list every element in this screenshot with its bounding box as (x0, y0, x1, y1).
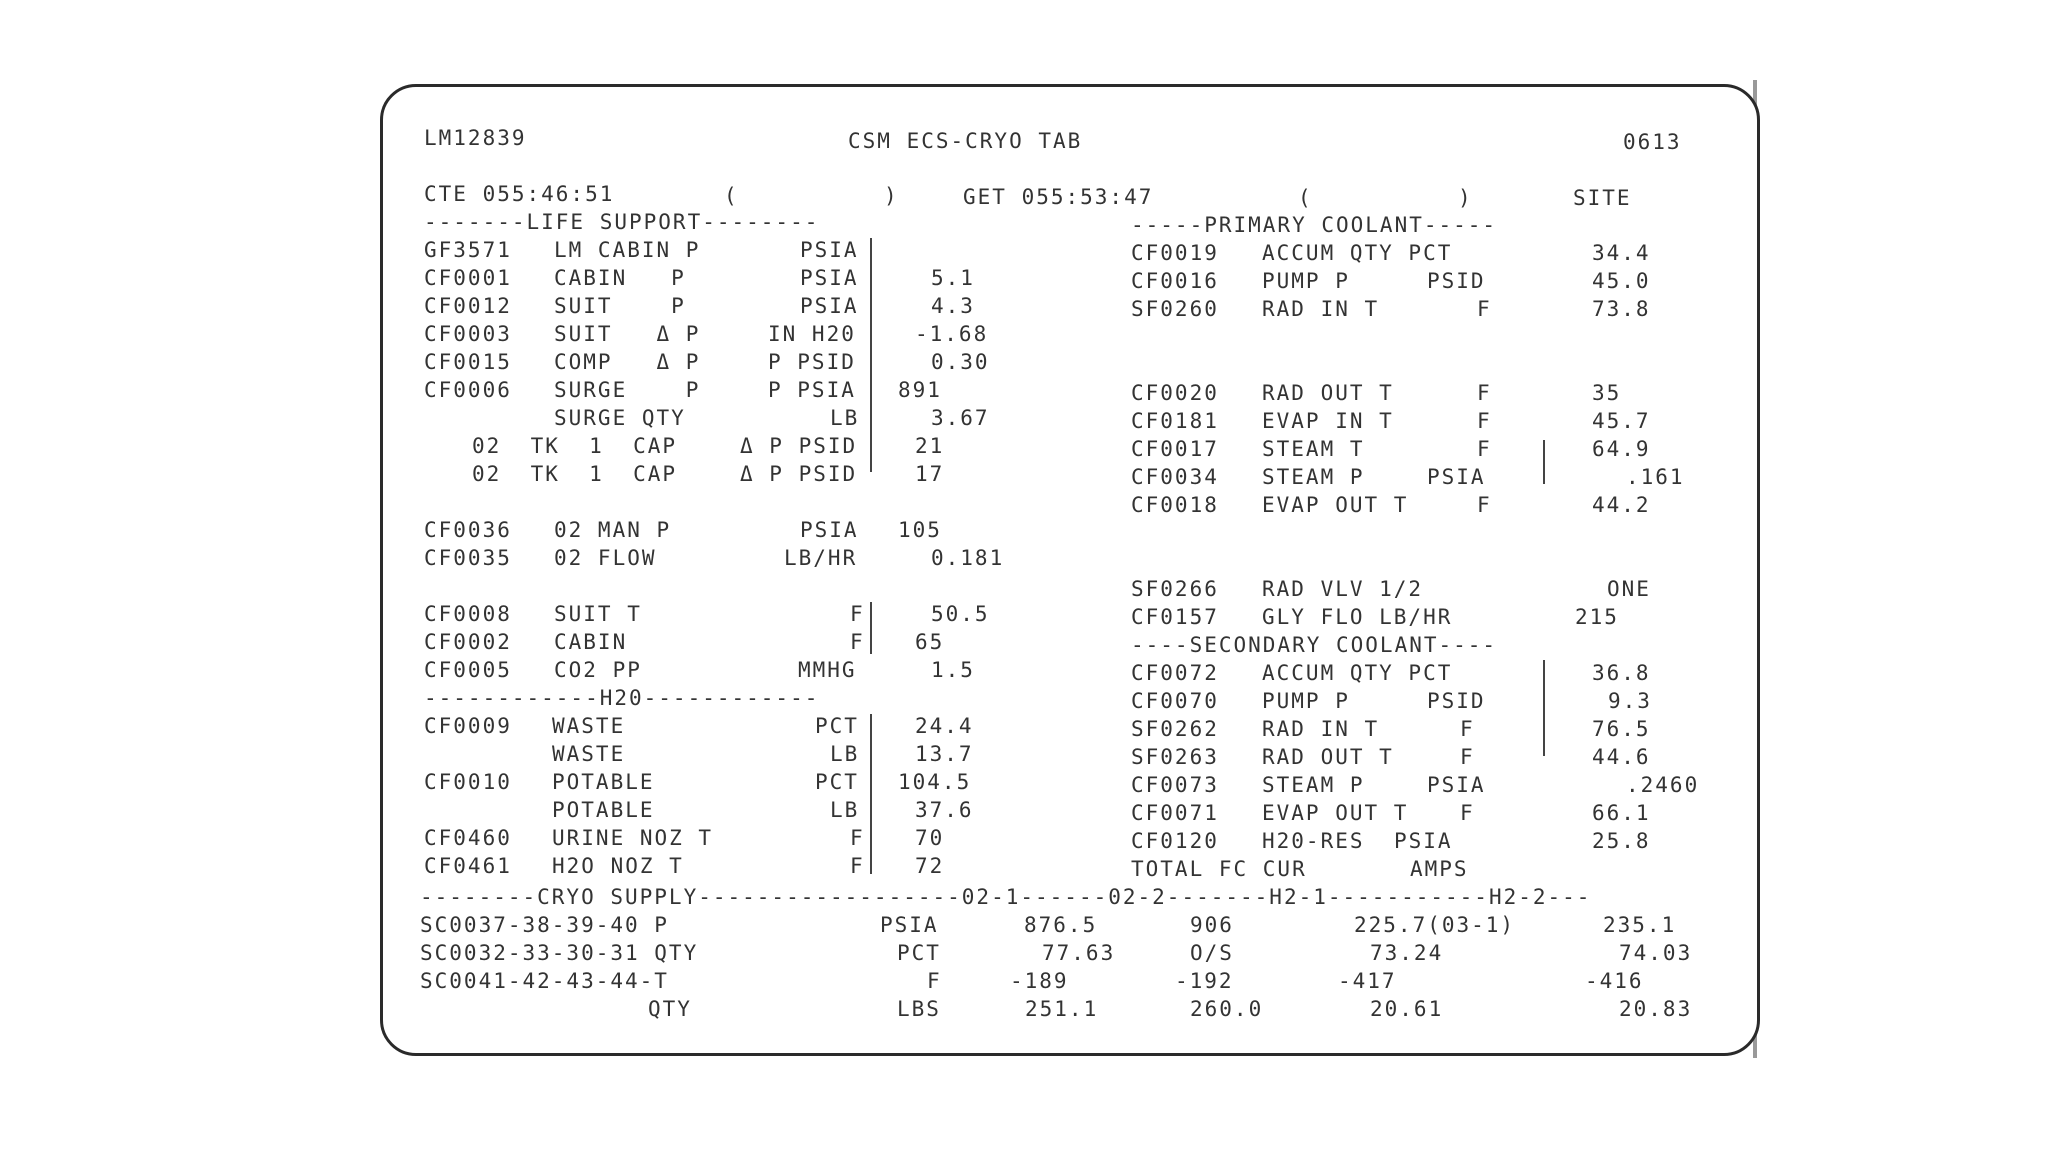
temp-row-unit: F (850, 602, 865, 626)
sc-row-name: ACCUM QTY PCT (1262, 661, 1453, 685)
h2o-row-value: 37.6 (915, 798, 974, 822)
cryo-row-o2-1: -189 (1010, 969, 1069, 993)
sc-row-name: RAD IN T (1262, 717, 1380, 741)
pc-row-id: CF0018 (1131, 493, 1219, 517)
sc-row-value: 76.5 (1592, 717, 1651, 741)
pc-row-id: CF0019 (1131, 241, 1219, 265)
cryo-row-label: QTY (648, 997, 692, 1021)
pc-row-unit: F (1477, 493, 1492, 517)
cryo-row-o2-2: 906 (1190, 913, 1234, 937)
get-time: GET 055:53:47 (963, 185, 1154, 209)
pc-row-id: SF0260 (1131, 297, 1219, 321)
sc-row-name: STEAM P (1262, 773, 1365, 797)
pc-row-unit: PSIA (1427, 465, 1486, 489)
o2-row-name: 02 MAN P (554, 518, 672, 542)
h2o-row-name: URINE NOZ T (552, 826, 714, 850)
pc-row-value: ONE (1607, 577, 1651, 601)
ls-row-unit: P PSIA (768, 378, 856, 402)
temp-row-name: CO2 PP (554, 658, 642, 682)
pc-row-unit: F (1477, 381, 1492, 405)
temp-row-name: SUIT T (554, 602, 642, 626)
pc-row-name: STEAM P (1262, 465, 1365, 489)
o2-row-name: 02 FLOW (554, 546, 657, 570)
ls-row-unit: P PSID (768, 350, 856, 374)
sc-row-unit: F (1460, 801, 1475, 825)
h2o-row-unit: F (850, 826, 865, 850)
secondary-coolant-divider: ----SECONDARY COOLANT---- (1131, 633, 1498, 657)
ls-row-unit: LB (830, 406, 860, 430)
cryo-row-h2-1: 225.7(03-1) (1354, 913, 1516, 937)
pc-row-name: STEAM T (1262, 437, 1365, 461)
pc-row-unit: F (1477, 297, 1492, 321)
tank-row-unit: Δ P PSID (740, 434, 858, 458)
sc-row-id: SF0262 (1131, 717, 1219, 741)
h2o-row-value: 72 (915, 854, 945, 878)
pc-row-unit: PSID (1427, 269, 1486, 293)
cryo-row-unit: PCT (897, 941, 941, 965)
ls-row-name: SURGE QTY (554, 406, 686, 430)
o2-row-id: CF0035 (424, 546, 512, 570)
ls-row-unit: PSIA (800, 238, 859, 262)
ls-row-value: 0.30 (931, 350, 990, 374)
sc-row-value: 36.8 (1592, 661, 1651, 685)
page-title: CSM ECS-CRYO TAB (848, 129, 1083, 153)
ls-row-unit: IN H20 (768, 322, 856, 346)
ls-row-value: 4.3 (931, 294, 975, 318)
h2o-row-unit: F (850, 854, 865, 878)
o2-row-unit: LB/HR (784, 546, 858, 570)
ls-row-value: 3.67 (931, 406, 990, 430)
cryo-row-o2-1: 251.1 (1025, 997, 1099, 1021)
cryo-row-label: SC0037-38-39-40 P (420, 913, 669, 937)
page-code: 0613 (1623, 130, 1682, 154)
sc-row-id: CF0070 (1131, 689, 1219, 713)
h2o-column-rule (870, 714, 872, 874)
sc-row-name: TOTAL FC CUR (1131, 857, 1307, 881)
pc-row-name: EVAP IN T (1262, 409, 1394, 433)
pc-row-id: CF0157 (1131, 605, 1219, 629)
ls-row-name: COMP Δ P (554, 350, 701, 374)
h2o-row-id: CF0460 (424, 826, 512, 850)
cryo-divider: --------CRYO SUPPLY------------------02-1------02-2-------H2-1-----------H2-2--- (420, 885, 1592, 909)
ls-column-rule (870, 238, 872, 472)
sc-row-value: 66.1 (1592, 801, 1651, 825)
cte-paren-close: ) (884, 184, 899, 208)
sc-row-unit: PSIA (1427, 773, 1486, 797)
h2o-row-name: WASTE (552, 714, 626, 738)
sc-column-rule (1543, 660, 1545, 756)
cryo-row-label: SC0041-42-43-44-T (420, 969, 669, 993)
pc-row-name: ACCUM QTY PCT (1262, 241, 1453, 265)
tank-row-unit: Δ P PSID (740, 462, 858, 486)
tank-row-value: 17 (915, 462, 945, 486)
pc-row-value: 44.2 (1592, 493, 1651, 517)
pc-row-name: EVAP OUT T (1262, 493, 1409, 517)
pc-row-id: SF0266 (1131, 577, 1219, 601)
ls-row-value: 5.1 (931, 266, 975, 290)
o2-row-id: CF0036 (424, 518, 512, 542)
pc-row-id: CF0020 (1131, 381, 1219, 405)
sc-row-unit: F (1460, 745, 1475, 769)
pc-row-value: 215 (1575, 605, 1619, 629)
pc-row-id: CF0034 (1131, 465, 1219, 489)
sc-row-unit: PSIA (1394, 829, 1453, 853)
primary-coolant-divider: -----PRIMARY COOLANT----- (1131, 213, 1498, 237)
h2o-divider: ------------H20------------ (424, 686, 820, 710)
pc-row-name: GLY FLO LB/HR (1262, 605, 1453, 629)
h2o-row-unit: LB (830, 742, 860, 766)
sc-row-name: H20-RES (1262, 829, 1365, 853)
tank-row-label: 02 TK 1 CAP (472, 434, 678, 458)
cryo-row-unit: PSIA (880, 913, 939, 937)
pc-row-unit: F (1477, 409, 1492, 433)
h2o-row-unit: PCT (815, 714, 859, 738)
cryo-row-unit: LBS (897, 997, 941, 1021)
cryo-row-unit: F (927, 969, 942, 993)
ls-row-id: CF0001 (424, 266, 512, 290)
pc-row-value: .161 (1626, 465, 1685, 489)
ls-row-name: SUIT P (554, 294, 686, 318)
ls-row-value: -1.68 (915, 322, 989, 346)
cryo-row-o2-2: O/S (1190, 941, 1234, 965)
cryo-row-h2-2: 235.1 (1603, 913, 1677, 937)
h2o-row-name: WASTE (552, 742, 626, 766)
sc-row-id: CF0073 (1131, 773, 1219, 797)
temp-row-value: 65 (915, 630, 945, 654)
ls-row-id: CF0006 (424, 378, 512, 402)
site-label: SITE (1573, 186, 1632, 210)
ls-row-id: CF0003 (424, 322, 512, 346)
h2o-row-value: 24.4 (915, 714, 974, 738)
sc-row-name: PUMP P (1262, 689, 1350, 713)
pc-row-value: 34.4 (1592, 241, 1651, 265)
h2o-row-unit: LB (830, 798, 860, 822)
sc-row-id: CF0072 (1131, 661, 1219, 685)
pc-row-name: PUMP P (1262, 269, 1350, 293)
pc-row-name: RAD VLV 1/2 (1262, 577, 1424, 601)
sc-row-id: CF0120 (1131, 829, 1219, 853)
h2o-row-name: H2O NOZ T (552, 854, 684, 878)
ls-row-unit: PSIA (800, 266, 859, 290)
temp-row-unit: F (850, 630, 865, 654)
cte-time: CTE 055:46:51 (424, 182, 615, 206)
temp-row-id: CF0008 (424, 602, 512, 626)
pc-row-unit: F (1477, 437, 1492, 461)
cryo-row-o2-2: -192 (1175, 969, 1234, 993)
h2o-row-id: CF0010 (424, 770, 512, 794)
temp-row-unit: MMHG (798, 658, 857, 682)
sc-row-name: RAD OUT T (1262, 745, 1394, 769)
h2o-row-unit: PCT (815, 770, 859, 794)
temp-row-value: 50.5 (931, 602, 990, 626)
cryo-row-o2-1: 876.5 (1024, 913, 1098, 937)
pc-row-id: CF0016 (1131, 269, 1219, 293)
sc-row-unit: AMPS (1410, 857, 1469, 881)
sc-row-unit: F (1460, 717, 1475, 741)
cryo-row-o2-1: 77.63 (1042, 941, 1116, 965)
cryo-row-h2-1: 20.61 (1370, 997, 1444, 1021)
cte-paren-open: ( (724, 184, 739, 208)
h2o-row-id: CF0461 (424, 854, 512, 878)
sc-row-unit: PSID (1427, 689, 1486, 713)
pc-row-name: RAD IN T (1262, 297, 1380, 321)
h2o-row-id: CF0009 (424, 714, 512, 738)
pc-row-value: 45.0 (1592, 269, 1651, 293)
temp-column-rule (870, 602, 872, 654)
o2-row-unit: PSIA (800, 518, 859, 542)
cryo-row-h2-1: -417 (1338, 969, 1397, 993)
h2o-row-value: 104.5 (898, 770, 972, 794)
ls-row-name: SURGE P (554, 378, 701, 402)
tank-row-label: 02 TK 1 CAP (472, 462, 678, 486)
temp-row-id: CF0005 (424, 658, 512, 682)
cryo-row-h2-2: 20.83 (1619, 997, 1693, 1021)
life-support-divider: -------LIFE SUPPORT-------- (424, 210, 820, 234)
sc-row-id: SF0263 (1131, 745, 1219, 769)
o2-row-value: 105 (898, 518, 942, 542)
doc-id: LM12839 (424, 126, 527, 150)
pc-row-value: 45.7 (1592, 409, 1651, 433)
ls-row-id: CF0012 (424, 294, 512, 318)
h2o-row-name: POTABLE (552, 798, 655, 822)
cryo-row-label: SC0032-33-30-31 QTY (420, 941, 699, 965)
temp-row-value: 1.5 (931, 658, 975, 682)
get-paren-open: ( (1298, 186, 1313, 210)
ls-row-unit: PSIA (800, 294, 859, 318)
cryo-row-h2-1: 73.24 (1370, 941, 1444, 965)
cryo-row-h2-2: -416 (1585, 969, 1644, 993)
cryo-row-o2-2: 260.0 (1190, 997, 1264, 1021)
ls-row-id: GF3571 (424, 238, 512, 262)
ls-row-id: CF0015 (424, 350, 512, 374)
ls-row-name: LM CABIN P (554, 238, 701, 262)
temp-row-name: CABIN (554, 630, 628, 654)
temp-row-id: CF0002 (424, 630, 512, 654)
pc-row-id: CF0181 (1131, 409, 1219, 433)
h2o-row-value: 70 (915, 826, 945, 850)
cryo-row-h2-2: 74.03 (1619, 941, 1693, 965)
pc-row-name: RAD OUT T (1262, 381, 1394, 405)
o2-row-value: 0.181 (931, 546, 1005, 570)
pc-row-value: 35 (1592, 381, 1622, 405)
ls-row-name: SUIT Δ P (554, 322, 701, 346)
ls-row-name: CABIN P (554, 266, 686, 290)
h2o-row-value: 13.7 (915, 742, 974, 766)
sc-row-id: CF0071 (1131, 801, 1219, 825)
ls-row-value: 891 (898, 378, 942, 402)
pc-row-value: 64.9 (1592, 437, 1651, 461)
tank-row-value: 21 (915, 434, 945, 458)
sc-row-value: 9.3 (1608, 689, 1652, 713)
pc-row-value: 73.8 (1592, 297, 1651, 321)
sc-row-value: 25.8 (1592, 829, 1651, 853)
get-paren-close: ) (1458, 186, 1473, 210)
h2o-row-name: POTABLE (552, 770, 655, 794)
pc-column-rule (1543, 440, 1545, 484)
sc-row-value: .2460 (1626, 773, 1700, 797)
sc-row-name: EVAP OUT T (1262, 801, 1409, 825)
sc-row-value: 44.6 (1592, 745, 1651, 769)
pc-row-id: CF0017 (1131, 437, 1219, 461)
